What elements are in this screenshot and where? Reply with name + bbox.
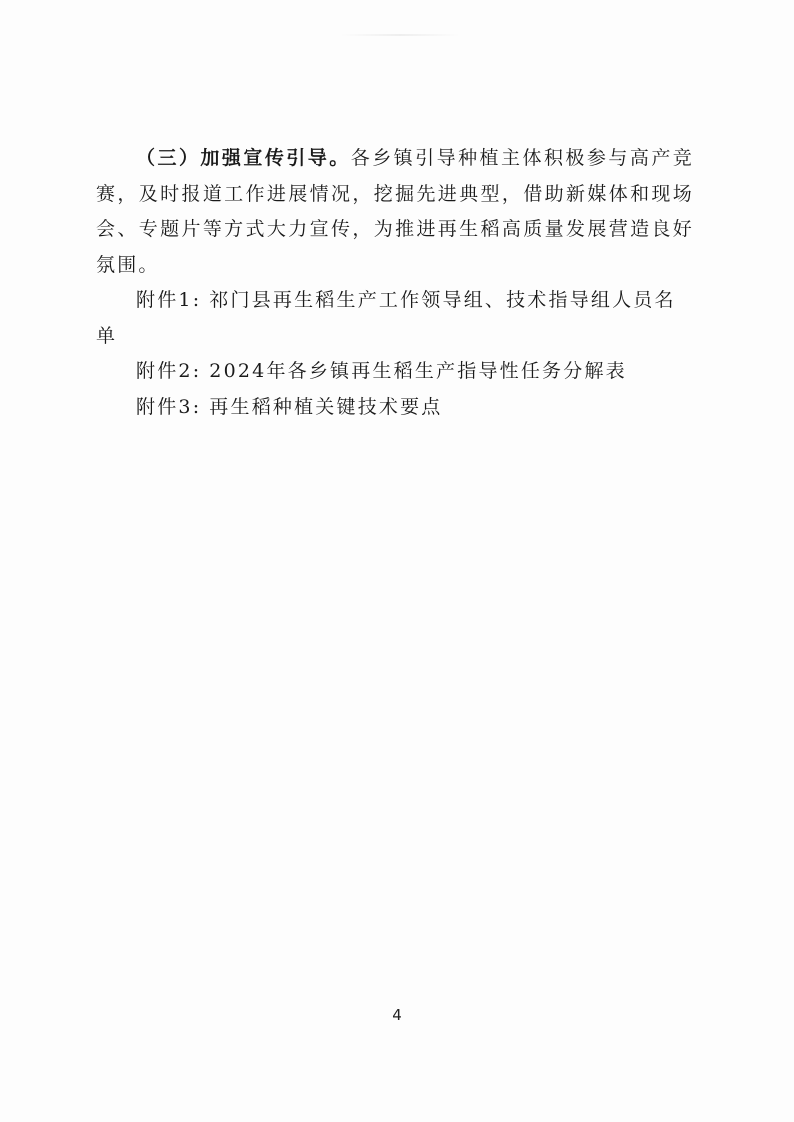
section-heading: （三）加强宣传引导。 xyxy=(136,147,351,169)
attachment-item-2 xyxy=(96,354,694,390)
attachment-title: 再生稻种植关键技术要点 xyxy=(209,395,443,418)
attachment-item-1 xyxy=(96,283,694,354)
section-body: 各乡镇引导种植主体积极参与高产竞赛，及时报道工作进展情况，挖掘先进典型，借助新媒体和现场会、专题片等方式大力宣传，为推进再生稻高质量发展营造良好氛围。 xyxy=(96,147,694,276)
attachment-label: 附件3: xyxy=(136,395,202,418)
attachment-item-3 xyxy=(96,390,694,426)
attachment-title: 祁门县再生稻生产工作领导组、技术指导组人员名单 xyxy=(96,289,676,347)
page-number: 4 xyxy=(392,1006,402,1024)
attachment-label: 附件2: xyxy=(136,360,202,382)
attachment-label: 附件1: xyxy=(136,289,202,311)
document-body xyxy=(96,141,694,425)
scan-artifact xyxy=(340,34,460,36)
section-paragraph xyxy=(96,141,694,283)
attachment-title: 2024年各乡镇再生稻生产指导性任务分解表 xyxy=(209,360,627,382)
